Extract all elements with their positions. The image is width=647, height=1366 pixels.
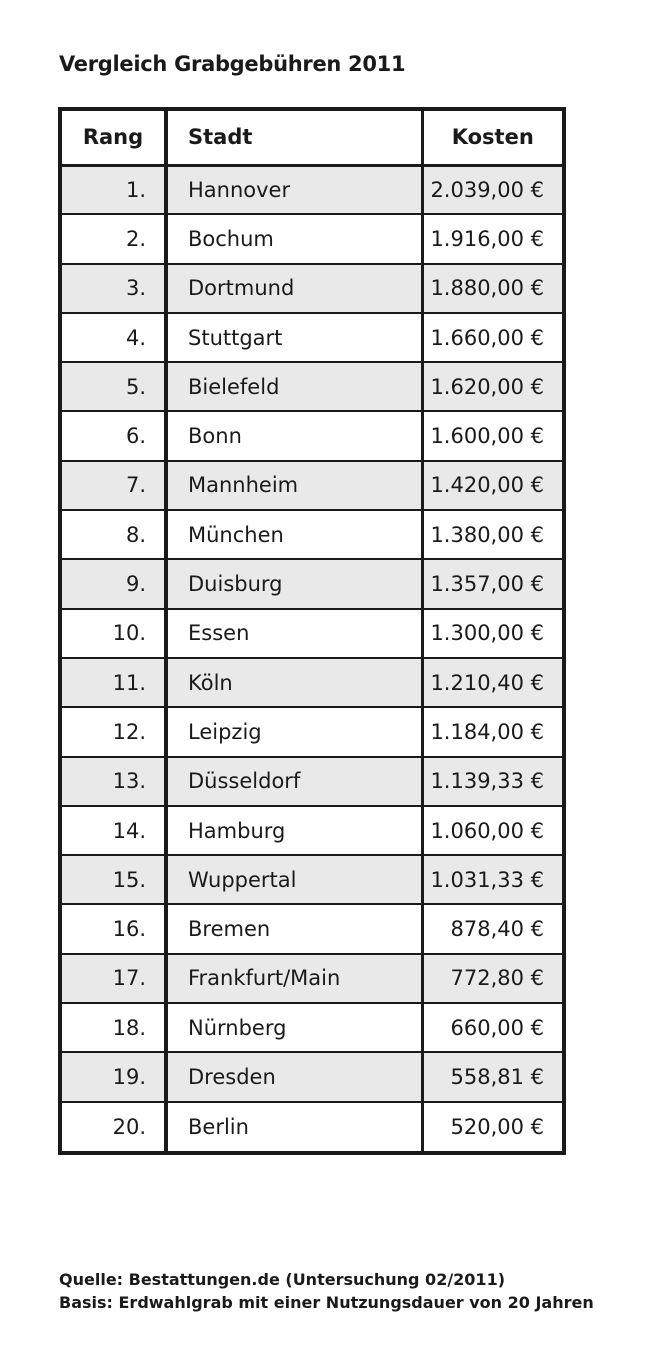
table-row — [62, 954, 562, 1003]
rank-cell: 17. — [62, 954, 166, 1003]
table-row — [62, 757, 562, 806]
cost-cell: 1.060,00 € — [422, 806, 562, 855]
cost-table — [62, 111, 562, 1151]
cost-cell: 1.184,00 € — [422, 707, 562, 756]
cost-cell: 1.916,00 € — [422, 214, 562, 263]
cost-cell: 1.031,33 € — [422, 855, 562, 904]
rank-cell: 2. — [62, 214, 166, 263]
cost-cell: 1.380,00 € — [422, 510, 562, 559]
rank-cell: 4. — [62, 313, 166, 362]
rank-cell: 1. — [62, 165, 166, 214]
rank-cell: 11. — [62, 658, 166, 707]
table-row — [62, 658, 562, 707]
cost-cell: 558,81 € — [422, 1052, 562, 1101]
city-cell: Duisburg — [166, 559, 422, 608]
cost-cell: 1.300,00 € — [422, 609, 562, 658]
city-cell: Berlin — [166, 1102, 422, 1151]
city-cell: Bremen — [166, 904, 422, 953]
table-row — [62, 165, 562, 214]
city-cell: Bonn — [166, 411, 422, 460]
city-cell: München — [166, 510, 422, 559]
city-cell: Köln — [166, 658, 422, 707]
page-title: Vergleich Grabgebühren 2011 — [59, 52, 406, 76]
cost-cell: 1.139,33 € — [422, 757, 562, 806]
rank-cell: 14. — [62, 806, 166, 855]
table-row — [62, 214, 562, 263]
cost-cell: 1.357,00 € — [422, 559, 562, 608]
cost-cell: 1.210,40 € — [422, 658, 562, 707]
header-cost: Kosten — [422, 111, 562, 165]
city-cell: Hamburg — [166, 806, 422, 855]
city-cell: Düsseldorf — [166, 757, 422, 806]
city-cell: Leipzig — [166, 707, 422, 756]
table-row — [62, 904, 562, 953]
city-cell: Stuttgart — [166, 313, 422, 362]
rank-cell: 8. — [62, 510, 166, 559]
rank-cell: 9. — [62, 559, 166, 608]
city-cell: Frankfurt/Main — [166, 954, 422, 1003]
table-row — [62, 1052, 562, 1101]
rank-cell: 6. — [62, 411, 166, 460]
table-row — [62, 510, 562, 559]
header-city: Stadt — [166, 111, 422, 165]
table-header-row — [62, 111, 562, 165]
table-row — [62, 855, 562, 904]
basis-note: Basis: Erdwahlgrab mit einer Nutzungsdauer von 20 Jahren — [59, 1293, 594, 1312]
table-row — [62, 1003, 562, 1052]
cost-cell: 1.660,00 € — [422, 313, 562, 362]
city-cell: Bochum — [166, 214, 422, 263]
city-cell: Hannover — [166, 165, 422, 214]
cost-cell: 1.880,00 € — [422, 264, 562, 313]
table-row — [62, 707, 562, 756]
rank-cell: 13. — [62, 757, 166, 806]
rank-cell: 18. — [62, 1003, 166, 1052]
table-row — [62, 313, 562, 362]
cost-cell: 2.039,00 € — [422, 165, 562, 214]
rank-cell: 16. — [62, 904, 166, 953]
rank-cell: 15. — [62, 855, 166, 904]
city-cell: Nürnberg — [166, 1003, 422, 1052]
table-body — [62, 165, 562, 1151]
city-cell: Dresden — [166, 1052, 422, 1101]
city-cell: Wuppertal — [166, 855, 422, 904]
table-row — [62, 1102, 562, 1151]
table-row — [62, 609, 562, 658]
cost-cell: 772,80 € — [422, 954, 562, 1003]
cost-cell: 878,40 € — [422, 904, 562, 953]
cost-cell: 1.420,00 € — [422, 461, 562, 510]
rank-cell: 19. — [62, 1052, 166, 1101]
cost-cell: 1.600,00 € — [422, 411, 562, 460]
cost-cell: 660,00 € — [422, 1003, 562, 1052]
footer-notes — [59, 1268, 594, 1314]
cost-cell: 1.620,00 € — [422, 362, 562, 411]
cost-cell: 520,00 € — [422, 1102, 562, 1151]
table-row — [62, 264, 562, 313]
cost-table-frame — [58, 107, 566, 1155]
rank-cell: 12. — [62, 707, 166, 756]
rank-cell: 7. — [62, 461, 166, 510]
city-cell: Essen — [166, 609, 422, 658]
table-row — [62, 806, 562, 855]
table-row — [62, 411, 562, 460]
table-row — [62, 461, 562, 510]
city-cell: Bielefeld — [166, 362, 422, 411]
header-rank: Rang — [62, 111, 166, 165]
table-row — [62, 362, 562, 411]
rank-cell: 3. — [62, 264, 166, 313]
rank-cell: 5. — [62, 362, 166, 411]
city-cell: Dortmund — [166, 264, 422, 313]
source-note: Quelle: Bestattungen.de (Untersuchung 02/2011) — [59, 1270, 506, 1289]
rank-cell: 20. — [62, 1102, 166, 1151]
table-row — [62, 559, 562, 608]
city-cell: Mannheim — [166, 461, 422, 510]
rank-cell: 10. — [62, 609, 166, 658]
